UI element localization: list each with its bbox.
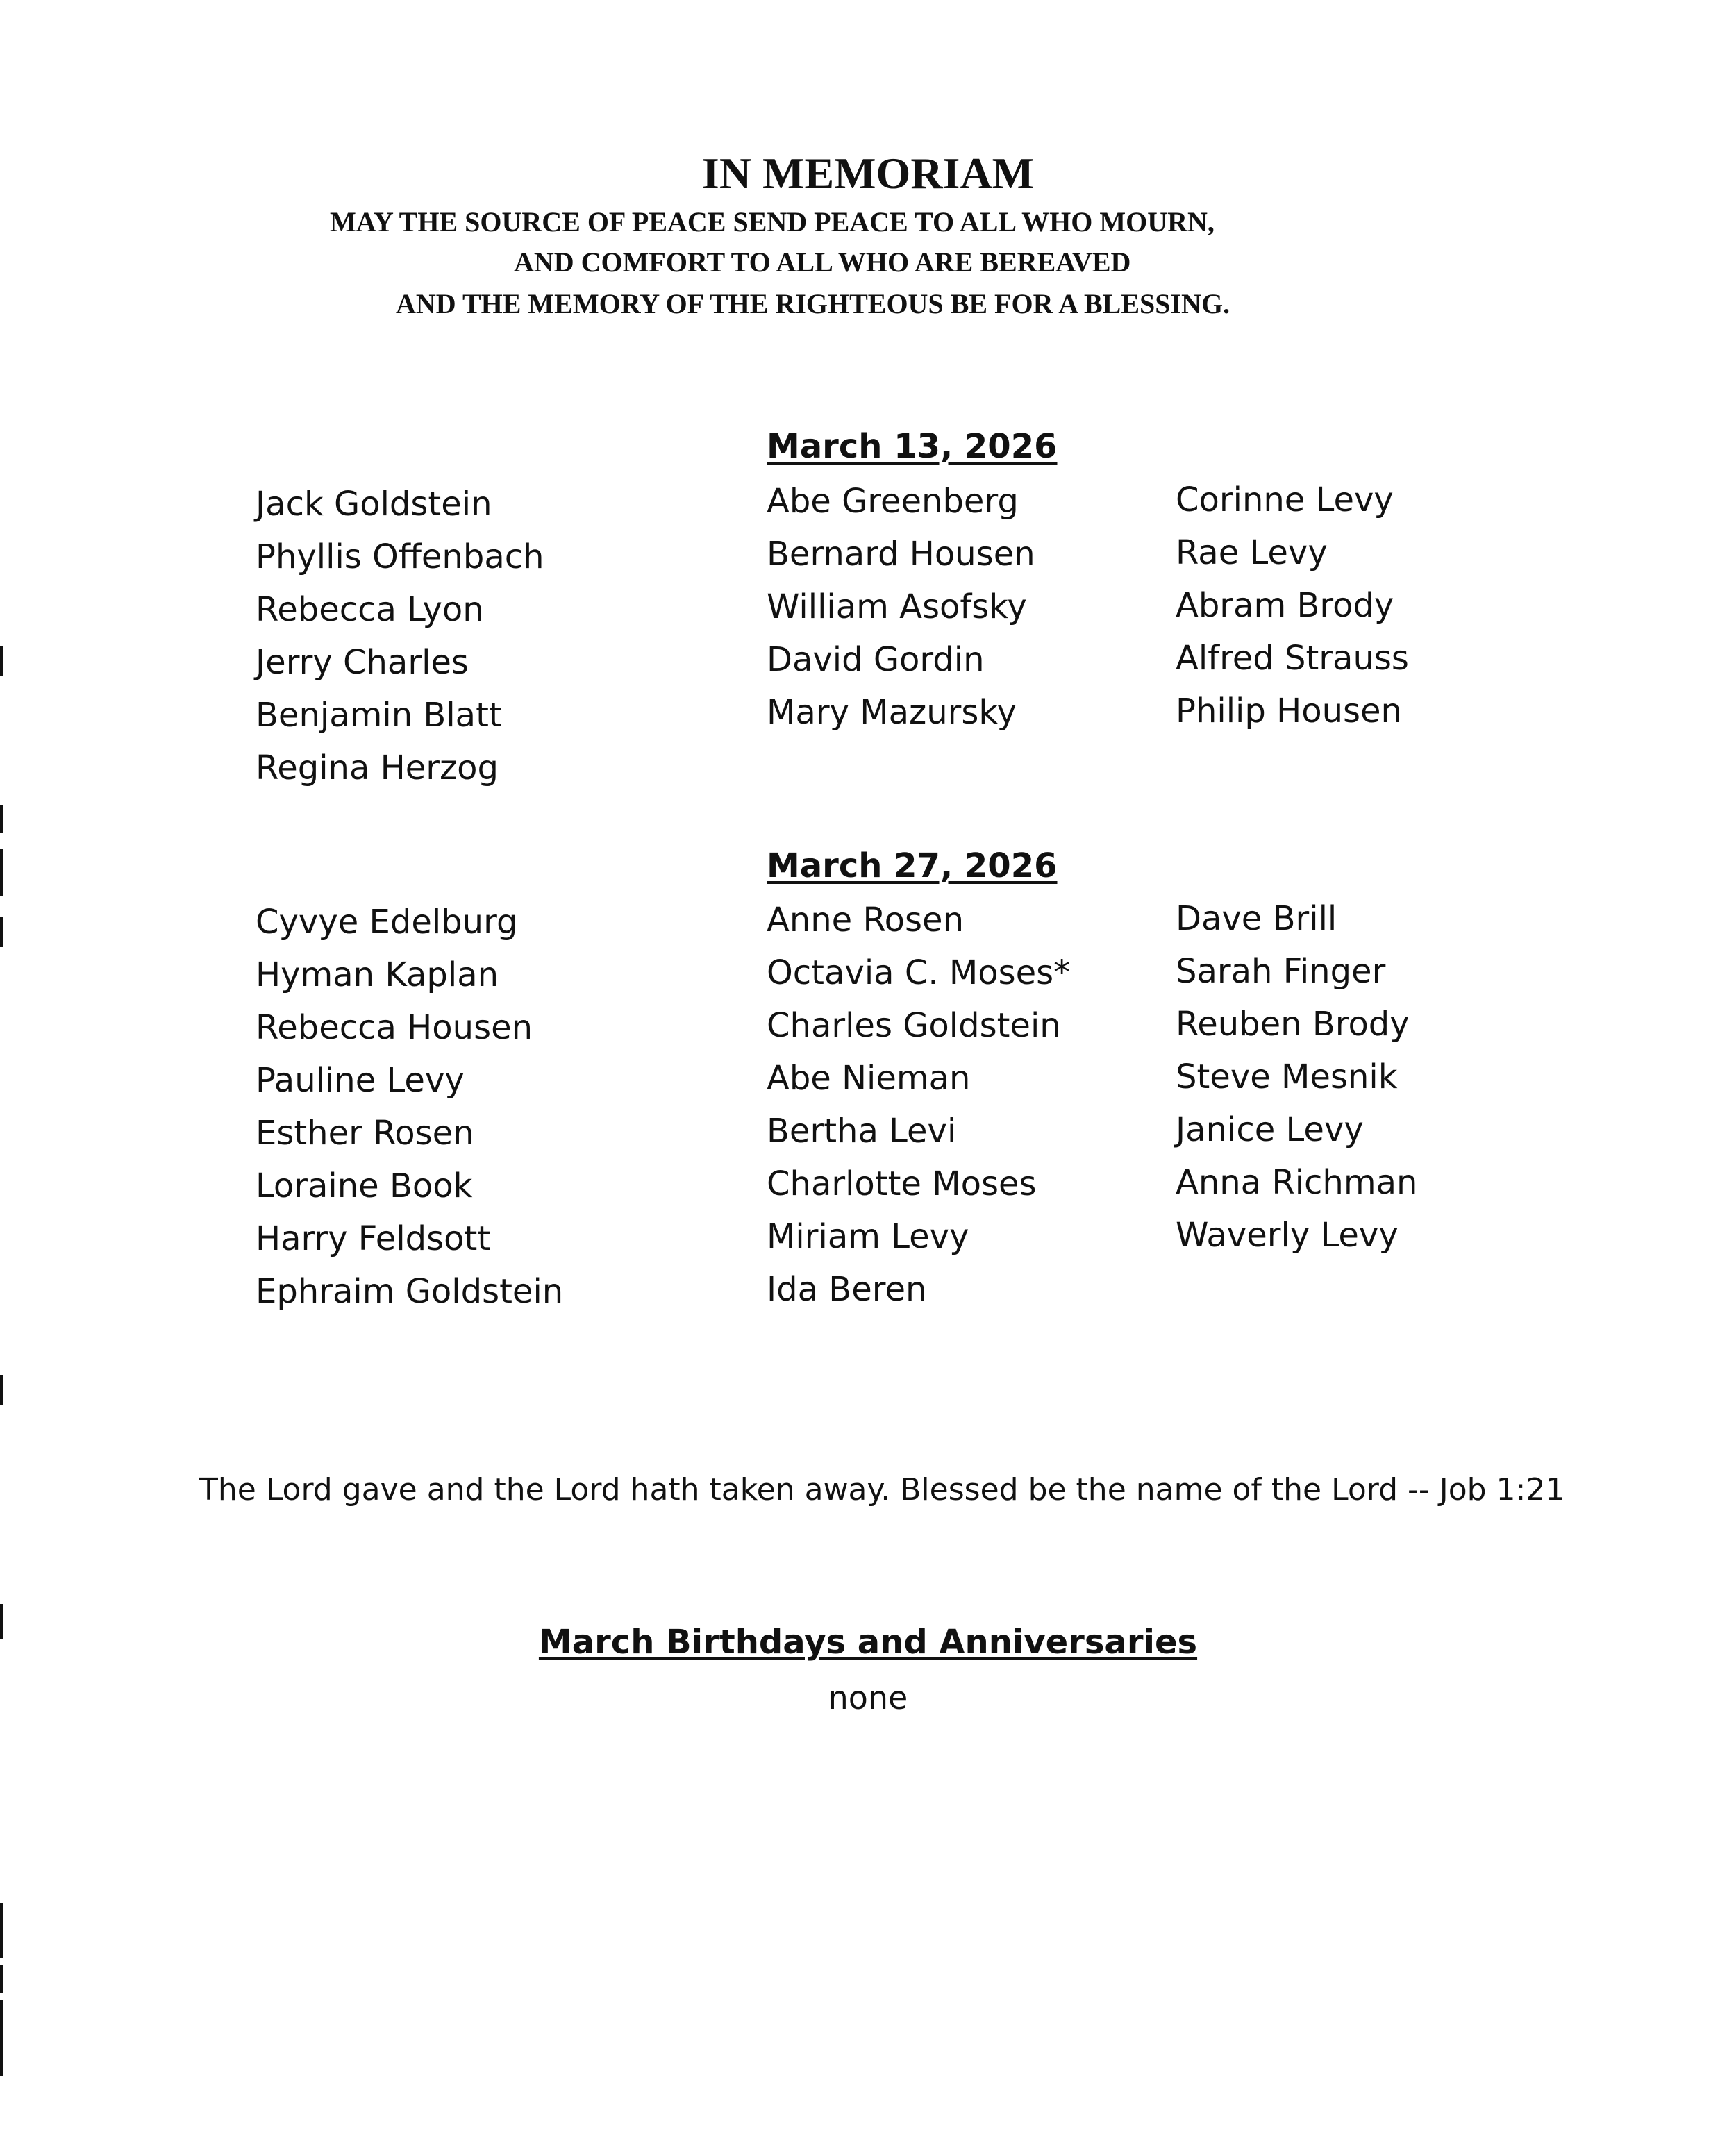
memorial-name: Hyman Kaplan bbox=[256, 955, 499, 994]
memorial-name: Benjamin Blatt bbox=[256, 696, 502, 735]
memorial-name: Loraine Book bbox=[256, 1167, 473, 1205]
memorial-name: Philip Housen bbox=[1176, 692, 1402, 730]
memorial-name: Phyllis Offenbach bbox=[256, 537, 544, 576]
scan-edge-mark bbox=[0, 849, 3, 896]
memorial-name: Alfred Strauss bbox=[1176, 639, 1409, 678]
memorial-name: Ida Beren bbox=[767, 1270, 927, 1309]
memorial-name: Cyvye Edelburg bbox=[256, 903, 518, 942]
scripture-quote: The Lord gave and the Lord hath taken away. Blessed be the name of the Lord -- Job 1:21 bbox=[199, 1472, 1565, 1507]
memorial-name: William Asofsky bbox=[767, 587, 1027, 626]
memorial-name: Corinne Levy bbox=[1176, 480, 1394, 519]
date-heading-march-13: March 13, 2026 bbox=[767, 427, 1058, 466]
memorial-name: Mary Mazursky bbox=[767, 693, 1017, 732]
memorial-name: Bernard Housen bbox=[767, 535, 1035, 574]
scan-edge-mark bbox=[0, 1604, 3, 1639]
memorial-name: Charles Goldstein bbox=[767, 1006, 1061, 1045]
memorial-name: Pauline Levy bbox=[256, 1061, 465, 1100]
scan-edge-mark bbox=[0, 1375, 3, 1405]
memorial-name: Steve Mesnik bbox=[1176, 1058, 1398, 1096]
memorial-name: Octavia C. Moses* bbox=[767, 953, 1071, 992]
memorial-name: Janice Levy bbox=[1176, 1110, 1364, 1149]
name-column bbox=[256, 896, 563, 1318]
memorial-name: Esther Rosen bbox=[256, 1114, 474, 1153]
memorial-name: Rebecca Housen bbox=[256, 1008, 533, 1047]
memorial-name: David Gordin bbox=[767, 640, 985, 679]
birthdays-value: none bbox=[828, 1679, 908, 1716]
memorial-name: Abe Greenberg bbox=[767, 482, 1019, 521]
scan-edge-mark bbox=[0, 1965, 3, 1993]
scan-edge-mark bbox=[0, 1903, 3, 1958]
subtitle-line-3: AND THE MEMORY OF THE RIGHTEOUS BE FOR A BLESSING. bbox=[396, 288, 1230, 319]
birthdays-heading-text: March Birthdays and Anniversaries bbox=[538, 1623, 1198, 1662]
date-heading-march-27: March 27, 2026 bbox=[767, 846, 1058, 885]
memorial-name: Rae Levy bbox=[1176, 533, 1328, 572]
memorial-name: Anne Rosen bbox=[767, 901, 964, 939]
memorial-name: Regina Herzog bbox=[256, 749, 499, 787]
subtitle-line-2: AND COMFORT TO ALL WHO ARE BEREAVED bbox=[514, 246, 1131, 278]
memorial-name: Bertha Levi bbox=[767, 1112, 957, 1151]
scan-edge-mark bbox=[0, 2000, 3, 2076]
memorial-name: Abe Nieman bbox=[767, 1059, 971, 1098]
memorial-name: Abram Brody bbox=[1176, 586, 1394, 625]
name-column bbox=[1176, 892, 1417, 1262]
memorial-name: Rebecca Lyon bbox=[256, 590, 484, 629]
name-column bbox=[767, 475, 1035, 739]
birthdays-heading bbox=[0, 1622, 1736, 1662]
page-title: IN MEMORIAM bbox=[701, 149, 1035, 198]
memorial-name: Miriam Levy bbox=[767, 1217, 969, 1256]
scan-edge-mark bbox=[0, 805, 3, 833]
scan-edge-mark bbox=[0, 646, 3, 676]
memorial-name: Waverly Levy bbox=[1176, 1216, 1399, 1255]
memorial-name: Jack Goldstein bbox=[256, 485, 492, 524]
name-column bbox=[1176, 474, 1409, 737]
memorial-name: Charlotte Moses bbox=[767, 1164, 1037, 1203]
name-column bbox=[767, 894, 1070, 1316]
memorial-name: Sarah Finger bbox=[1176, 952, 1386, 991]
memorial-name: Anna Richman bbox=[1176, 1163, 1418, 1202]
name-column bbox=[256, 478, 544, 794]
scan-edge-mark bbox=[0, 917, 3, 947]
memorial-name: Jerry Charles bbox=[256, 643, 469, 682]
memorial-name: Harry Feldsott bbox=[256, 1219, 491, 1258]
memorial-name: Reuben Brody bbox=[1176, 1005, 1410, 1044]
memorial-name: Dave Brill bbox=[1176, 899, 1337, 938]
subtitle-line-1: MAY THE SOURCE OF PEACE SEND PEACE TO ALL WHO MOURN, bbox=[330, 206, 1215, 237]
memorial-name: Ephraim Goldstein bbox=[256, 1272, 564, 1311]
